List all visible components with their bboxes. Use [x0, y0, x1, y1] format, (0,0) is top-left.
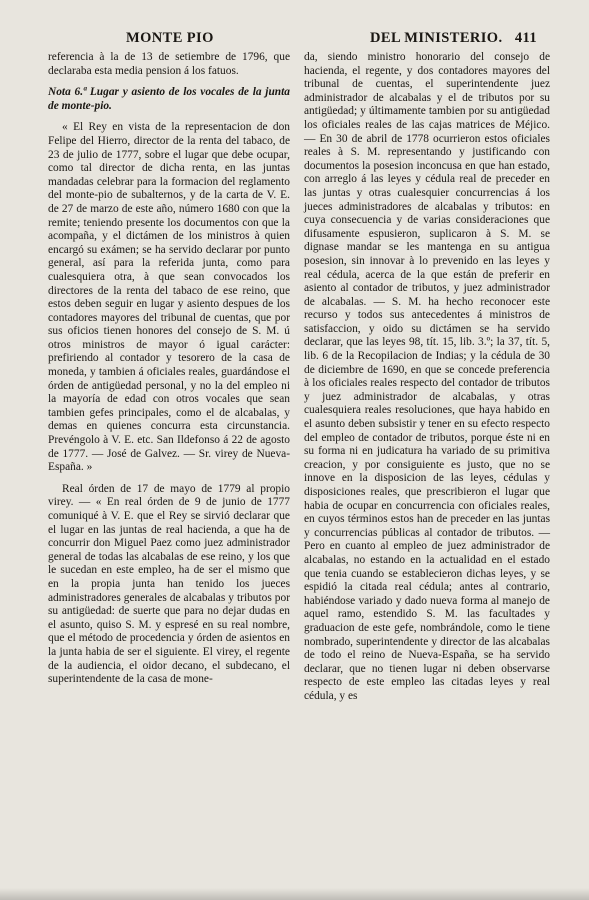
right-column: [304, 51, 550, 900]
spacer: [48, 475, 290, 483]
scan-shadow: [0, 888, 589, 900]
left-paragraph-3: Real órden de 17 de mayo de 1779 al propio virey. — « En real órden de 9 de junio de 1777 comuniqué à V. E. que el Rey se sirvió declarar que el lugar en las juntas de real hacienda, a que ha de concurrir don Miguel Paez como juez administrador general de todas las alcabalas de ese reino, y los que le sucedan en este empleo, ha de ser el mismo que en la propia junta han tenido los jueces administradores generales de alcabalas y tributos por su antigüedad: de suerte que para no dejar dudas en el asunto, quiso S. M. y espresé en su real nombre, que el método de procedencia y órden de asientos en la junta habia de ser el siguiente. El virey, el regente de la audiencia, el oidor decano, el subdecano, el superintendente de la casa de mone-: [48, 482, 290, 686]
left-column: [48, 51, 290, 900]
spacer: [48, 113, 290, 121]
header-right: DEL MINISTERIO.: [370, 30, 503, 46]
running-header: [48, 30, 537, 50]
left-paragraph-2: « El Rey en vista de la representacion de don Felipe del Hierro, director de la renta del tabaco, de 23 de julio de 1777, sobre el lugar que debe ocupar, como tal director de dicha renta, en las juntas mandadas celebrar para la formacion del reglamento del monte-pio de subalternos, y de la carta de V. E. de 27 de marzo de este año, número 1680 con que la remite; teniendo presente los documentos con que la acompaña, y el dictámen de los ministros à quien encargó su exámen; se ha servido declarar por punto general, así para la referida junta, como para cualesquiera otra, à que sean convocados los directores de la renta del tabaco de ese reino, que estos deben seguir en lugar y asiento despues de los contadores mayores del tribunal de cuentas, que por sus oficios tienen honores del consejo de S. M. ú otros ministros de mayor ó igual carácter: prefiriendo al contador y tesorero de la casa de moneda, y tambien á oficiales reales, guardándose el órden de antigüedad personal, y no la del empleo ni la mayoría de edad con otros vocales que sean tambien gefes principales, como el de alcabalas, y demas en quienes concurra esta circunstancia. Prevéngolo à V. E. etc. San Ildefonso á 22 de agosto de 1777. — José de Galvez. — Sr. virey de Nueva-España. »: [48, 121, 290, 474]
header-left: MONTE PIO: [126, 30, 214, 46]
right-paragraph-1: da, siendo ministro honorario del consejo de hacienda, el regente, y dos contadores mayores del tribunal de cuentas, el superintendente juez administrador de alcabalas y el de tributos por su antigüedad; y últimamente tambien por su antigüedad los oficiales reales de las cajas matrices de Méjico. — En 30 de abril de 1778 ocurrieron estos oficiales reales à S. M. representando y justificando con documentos la posesion inconcusa en que han estado, con arreglo á las leyes y cédula real de preceder en las juntas y otras cualesquier concurrencias á los jueces administradores de alcabalas y tributos: en cuya consecuencia y de varias consideraciones que difusamente espusieron, suplicaron à S. M. se dignase mandar se les mantenga en su antigua posesion, sin innovar à lo prevenido en las leyes y real cédula, acerca de la que están de preferir en asiento al contador de tributos, y juez administrador de alcabalas. — S. M. ha hecho reconocer este recurso y todos sus antecedentes á ministros de satisfaccion, y oido su dictámen se ha servido declarar, que las leyes 98, tít. 15, lib. 3.º; la 37, tít. 5, lib. 6 de la Recopilacion de Indias; y la cédula de 30 de diciembre de 1690, en que se concede preferencia à los oficiales reales respecto del contador de tributos y juez administrador de alcabalas, y otras cualesquiera reales resoluciones, que haya habido en el asunto deben subsistir y tener en su efecto respecto del empleo de contador de tributos, porque éste ni en su forma ni en judicatura ha variado de su primitiva creacion, y por consiguiente es justo, que no se innove en la disposicion de las leyes, cédulas y disposiciones reales, que prescribieron el lugar que habia de ocupar en concurrencia con oficiales reales, en cuyos términos estos han de preceder en las juntas y concurrencias públicas al contador de tributos. — Pero en cuanto al empleo de juez administrador de alcabalas, no estando en la actualidad en el estado que tenia cuando se establecieron dichas leyes, y se espidió la citada real cédula; antes al contrario, habiéndose variado y dado nueva forma al manejo de aquel ramo, estendido S. M. las facultades y graduacion de este gefe, nombrándole, como le tiene nombrado, superintendente y director de las alcabalas de todo el reino de Nueva-España, se ha servido declarar, que no tienen lugar ni deben observarse respecto de este empleo las citadas leyes y real cédula, y es: [304, 51, 550, 702]
page-number: 411: [514, 30, 537, 46]
note-title: Nota 6.ª Lugar y asiento de los vocales de la junta de monte-pio.: [48, 86, 290, 112]
spacer: [48, 78, 290, 86]
left-paragraph-1: referencia à la de 13 de setiembre de 1796, que declaraba esta media pension á los fatuos.: [48, 51, 290, 77]
